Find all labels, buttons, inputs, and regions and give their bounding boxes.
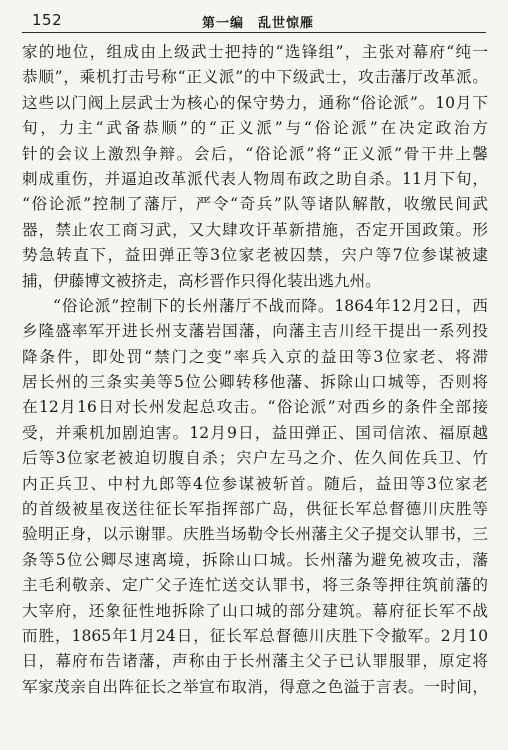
text-line: 旬，力主“武备恭顺”的“正义派”与“俗论派”在决定政治方 [22,119,488,138]
page-header [22,8,486,33]
text-line: 刺成重伤，并逼迫改革派代表人物周布政之助自杀。11月下旬， [22,169,488,188]
text-line: 恭顺”，乘机打击号称“正义派”的中下级武士，攻击藩厅改革派。 [22,68,488,87]
text-line: 而胜，1865年1月24日，征长军总督德川庆胜下令撤军。2月10 [22,626,488,645]
text-line: 乡隆盛率军开进长州支藩岩国藩，向藩主吉川经干提出一系列投 [22,322,488,341]
text-line: 针的会议上激烈争辩。会后，“俗论派”将“正义派”骨干井上馨 [22,144,488,163]
text-line: 的首级被星夜送往征长军指挥部广岛，供征长军总督德川庆胜等 [22,500,488,519]
text-line: “俗论派”控制下的长州藩厅不战而降。1864年12月2日，西 [53,296,488,315]
text-line: 条等5位公卿尽速离境，拆除山口城。长州藩为避免被攻击，藩 [22,550,488,569]
text-line: 在12月16日对长州发起总攻击。“俗论派”对西乡的条件全部接 [22,398,488,417]
text-line: 后等3位家老被迫切腹自杀；宍户左马之介、佐久间佐兵卫、竹 [22,449,488,468]
text-line: 主毛利敬亲、定广父子连忙送交认罪书，将三条等押往筑前藩的 [22,576,488,595]
page-number: 152 [32,11,63,29]
text-line: 降条件，即处罚“禁门之变”率兵入京的益田等3位家老、将滞 [22,347,488,366]
text-line: 居长州的三条实美等5位公卿转移他藩、拆除山口城等，否则将 [22,373,488,392]
text-line: 势急转直下，益田弹正等3位家老被囚禁，宍户等7位参谋被逮 [22,246,488,265]
text-line: 日，幕府布告诸藩，声称由于长州藩主父子已认罪服罪，原定将 [22,652,488,671]
text-line: 验明正身，以示谢罪。庆胜当场勒令长州藩主父子提交认罪书，三 [22,525,488,544]
text-line: 大宰府，还象征性地拆除了山口城的部分建筑。幕府征长军不战 [22,601,488,620]
body-text [22,40,488,700]
text-line: 器，禁止农工商习武，又大肆攻讦革新措施，否定开国政策。形 [22,220,488,239]
text-line: 军家茂亲自出阵征长之举宣布取消，得意之色溢于言表。一时间， [22,677,488,696]
text-line: “俗论派”控制了藩厅，严令“奇兵”队等诸队解散，收缴民间武 [22,195,488,214]
text-line: 内正兵卫、中村九郎等4位参谋被斩首。随后，益田等3位家老 [22,474,488,493]
text-line: 这些以门阀上层武士为核心的保守势力，通称“俗论派”。10月下 [22,93,488,112]
running-head: 第一编 乱世惊雁 [202,16,315,31]
text-line: 受，并乘机加剧迫害。12月9日，益田弹正、国司信浓、福原越 [22,423,488,442]
text-line: 捕，伊藤博文被挤走，高杉晋作只得化装出逃九州。 [22,271,381,290]
text-line: 家的地位，组成由上级武士把持的“选锋组”，主张对幕府“纯一 [22,43,488,61]
